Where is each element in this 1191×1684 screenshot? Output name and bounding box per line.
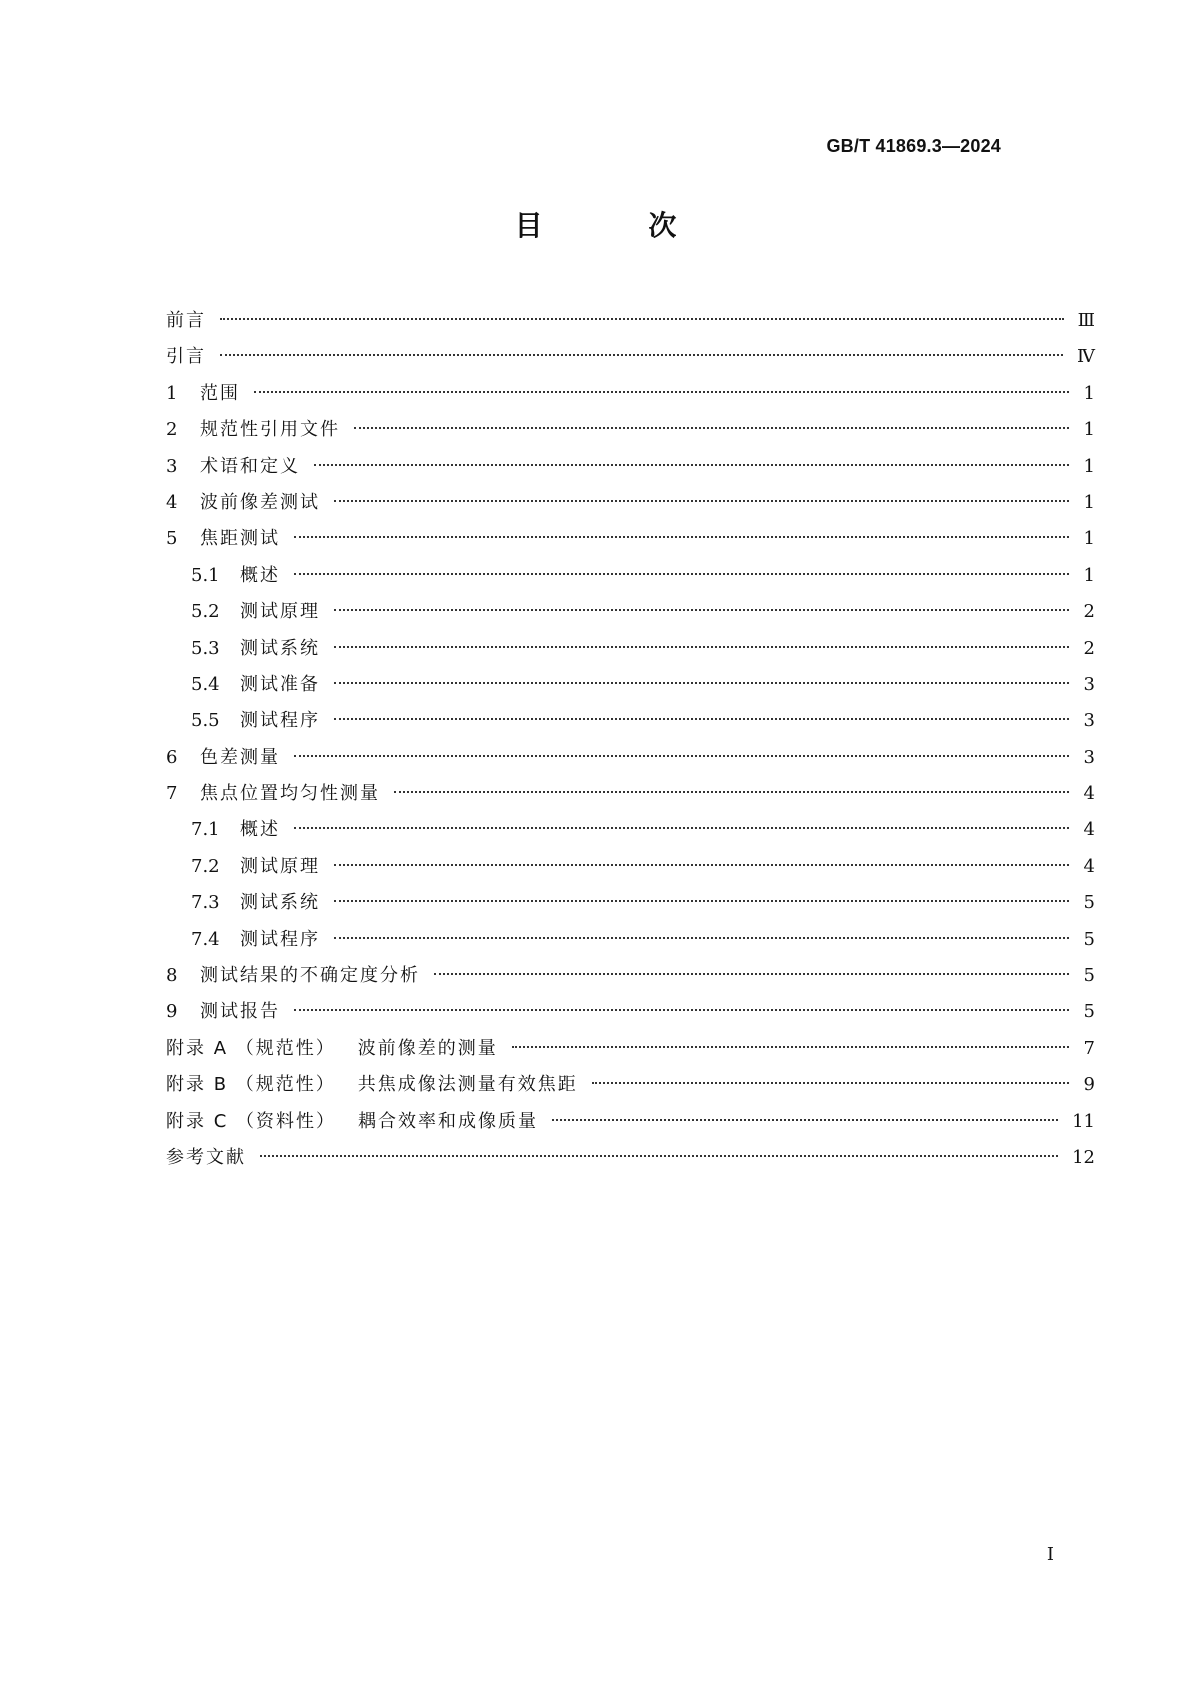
toc-entry-number: 1: [166, 382, 178, 404]
toc-entry[interactable]: [166, 1140, 1095, 1176]
toc-entry[interactable]: [166, 1067, 1095, 1103]
toc-entry-label: 前言: [166, 310, 206, 331]
toc-dot-leader: [512, 1046, 1069, 1048]
toc-entry-label: 规范性引用文件: [200, 419, 340, 441]
toc-entry[interactable]: [166, 703, 1095, 739]
toc-entry[interactable]: [166, 667, 1095, 703]
toc-page-number: 4: [1083, 783, 1095, 805]
toc-dot-leader: [294, 755, 1069, 757]
toc-page-number: 3: [1083, 710, 1095, 732]
toc-entry-number: 5.2: [191, 601, 220, 623]
toc-page-number: 1: [1083, 528, 1095, 550]
toc-page-number: 3: [1083, 673, 1095, 695]
page-number: I: [1046, 1544, 1054, 1565]
toc-entry-number: 7.1: [191, 819, 220, 841]
toc-dot-leader: [220, 318, 1064, 320]
toc-page-number: 11: [1072, 1110, 1095, 1132]
toc-entry[interactable]: [166, 740, 1095, 776]
toc-dot-leader: [294, 1009, 1069, 1011]
toc-page-number: 2: [1083, 601, 1095, 623]
toc-entry-label: 测试系统: [240, 637, 320, 659]
toc-entry[interactable]: [166, 303, 1095, 339]
toc-dot-leader: [552, 1119, 1058, 1121]
toc-page-number: 1: [1083, 491, 1095, 513]
toc-page-number: 12: [1072, 1146, 1095, 1168]
toc-entry-number: 3: [166, 455, 178, 477]
toc-entry-number: 6: [166, 746, 178, 768]
toc-dot-leader: [592, 1082, 1069, 1084]
toc-entry-label: 概述: [240, 819, 280, 841]
toc-dot-leader: [334, 500, 1069, 502]
toc-dot-leader: [220, 354, 1063, 356]
toc-entry[interactable]: [166, 376, 1095, 412]
toc-entry[interactable]: [166, 558, 1095, 594]
toc-entry-label: 共焦成像法测量有效焦距: [357, 1074, 578, 1096]
toc-entry-label: 测试程序: [240, 928, 320, 950]
toc-entry[interactable]: [166, 631, 1095, 667]
toc-entry[interactable]: [166, 1031, 1095, 1067]
toc-appendix-tag: 附录 C （资料性）: [166, 1110, 337, 1132]
toc-entry[interactable]: [166, 339, 1095, 375]
toc-page-number: 7: [1083, 1037, 1095, 1059]
toc-entry-number: 7.4: [191, 928, 220, 950]
toc-entry-number: 5.5: [191, 710, 220, 732]
toc-dot-leader: [394, 791, 1069, 793]
toc-page-number: 1: [1083, 419, 1095, 441]
toc-page-number: 5: [1083, 892, 1095, 914]
toc-entry[interactable]: [166, 849, 1095, 885]
toc-entry-label: 测试原理: [240, 855, 320, 877]
toc-page-number: 4: [1083, 855, 1095, 877]
toc-entry[interactable]: [166, 958, 1095, 994]
toc-dot-leader: [334, 646, 1069, 648]
toc-page-number: 5: [1083, 965, 1095, 987]
toc-entry-label: 焦距测试: [200, 528, 280, 550]
toc-dot-leader: [434, 973, 1069, 975]
toc-dot-leader: [334, 718, 1069, 720]
toc-entry-label: 色差测量: [200, 746, 280, 768]
toc-entry-number: 5.1: [191, 564, 220, 586]
toc-entry[interactable]: [166, 412, 1095, 448]
toc-entry[interactable]: [166, 994, 1095, 1030]
toc-page-number: 4: [1083, 819, 1095, 841]
toc-entry[interactable]: [166, 885, 1095, 921]
toc-dot-leader: [294, 827, 1069, 829]
toc-dot-leader: [294, 573, 1069, 575]
toc-dot-leader: [354, 427, 1069, 429]
toc-entry-number: 2: [166, 419, 178, 441]
toc-entry-label: 测试原理: [240, 601, 320, 623]
toc-page-number: Ⅳ: [1077, 346, 1095, 368]
toc-dot-leader: [314, 464, 1069, 466]
toc-entry-label: 测试系统: [240, 892, 320, 914]
toc-entry-label: 焦点位置均匀性测量: [200, 783, 380, 805]
toc-entry-label: 测试准备: [240, 673, 320, 695]
toc-dot-leader: [334, 609, 1069, 611]
toc-dot-leader: [294, 536, 1069, 538]
toc-entry[interactable]: [166, 1104, 1095, 1140]
toc-page-number: 5: [1083, 1001, 1095, 1023]
toc-entry-label: 参考文献: [166, 1146, 246, 1168]
toc-entry-number: 5.4: [191, 673, 220, 695]
toc-page-number: 9: [1083, 1074, 1095, 1096]
toc-entry-label: 范围: [200, 382, 240, 404]
page-title: 目 次: [514, 209, 725, 242]
toc-entry-label: 波前像差的测量: [357, 1037, 498, 1059]
toc-dot-leader: [254, 391, 1069, 393]
toc-dot-leader: [334, 682, 1069, 684]
toc-dot-leader: [334, 937, 1069, 939]
toc-page-number: 1: [1083, 455, 1095, 477]
toc-dot-leader: [334, 900, 1069, 902]
toc-page-number: 5: [1083, 928, 1095, 950]
toc-entry-number: 9: [166, 1001, 178, 1023]
toc-entry[interactable]: [166, 812, 1095, 848]
toc-entry-number: 7.3: [191, 892, 220, 914]
toc-entry-label: 概述: [240, 564, 280, 586]
toc-entry-number: 8: [166, 965, 178, 987]
toc-page-number: 1: [1083, 564, 1095, 586]
toc-page-number: 3: [1083, 746, 1095, 768]
toc-entry[interactable]: [166, 922, 1095, 958]
toc-entry-label: 测试程序: [240, 710, 320, 732]
toc-entry-label: 引言: [166, 346, 206, 368]
toc-entry-number: 7: [166, 783, 178, 805]
toc-entry-number: 5: [166, 528, 178, 550]
toc-entry-label: 测试结果的不确定度分析: [200, 965, 420, 987]
toc-dot-leader: [334, 864, 1069, 866]
toc-entry-number: 7.2: [191, 855, 220, 877]
toc-entry-label: 耦合效率和成像质量: [358, 1110, 539, 1132]
toc-entry[interactable]: [166, 485, 1095, 521]
toc-page-number: Ⅲ: [1077, 310, 1095, 331]
toc-entry[interactable]: [166, 594, 1095, 630]
toc-entry[interactable]: [166, 776, 1095, 812]
toc-page-number: 2: [1083, 637, 1095, 659]
toc-entry-label: 测试报告: [200, 1001, 280, 1023]
toc-entry-number: 4: [166, 491, 178, 513]
toc-appendix-tag: 附录 A （规范性）: [166, 1037, 336, 1059]
toc-entry[interactable]: [166, 521, 1095, 557]
toc-page-number: 1: [1083, 382, 1095, 404]
toc-entry-number: 5.3: [191, 637, 220, 659]
standard-code: GB/T 41869.3—2024: [826, 136, 1001, 156]
toc-dot-leader: [260, 1155, 1058, 1157]
toc-appendix-tag: 附录 B （规范性）: [166, 1074, 336, 1096]
table-of-contents: [166, 303, 1095, 1176]
toc-entry-label: 波前像差测试: [200, 491, 320, 513]
toc-entry-label: 术语和定义: [200, 455, 300, 477]
toc-entry[interactable]: [166, 449, 1095, 485]
